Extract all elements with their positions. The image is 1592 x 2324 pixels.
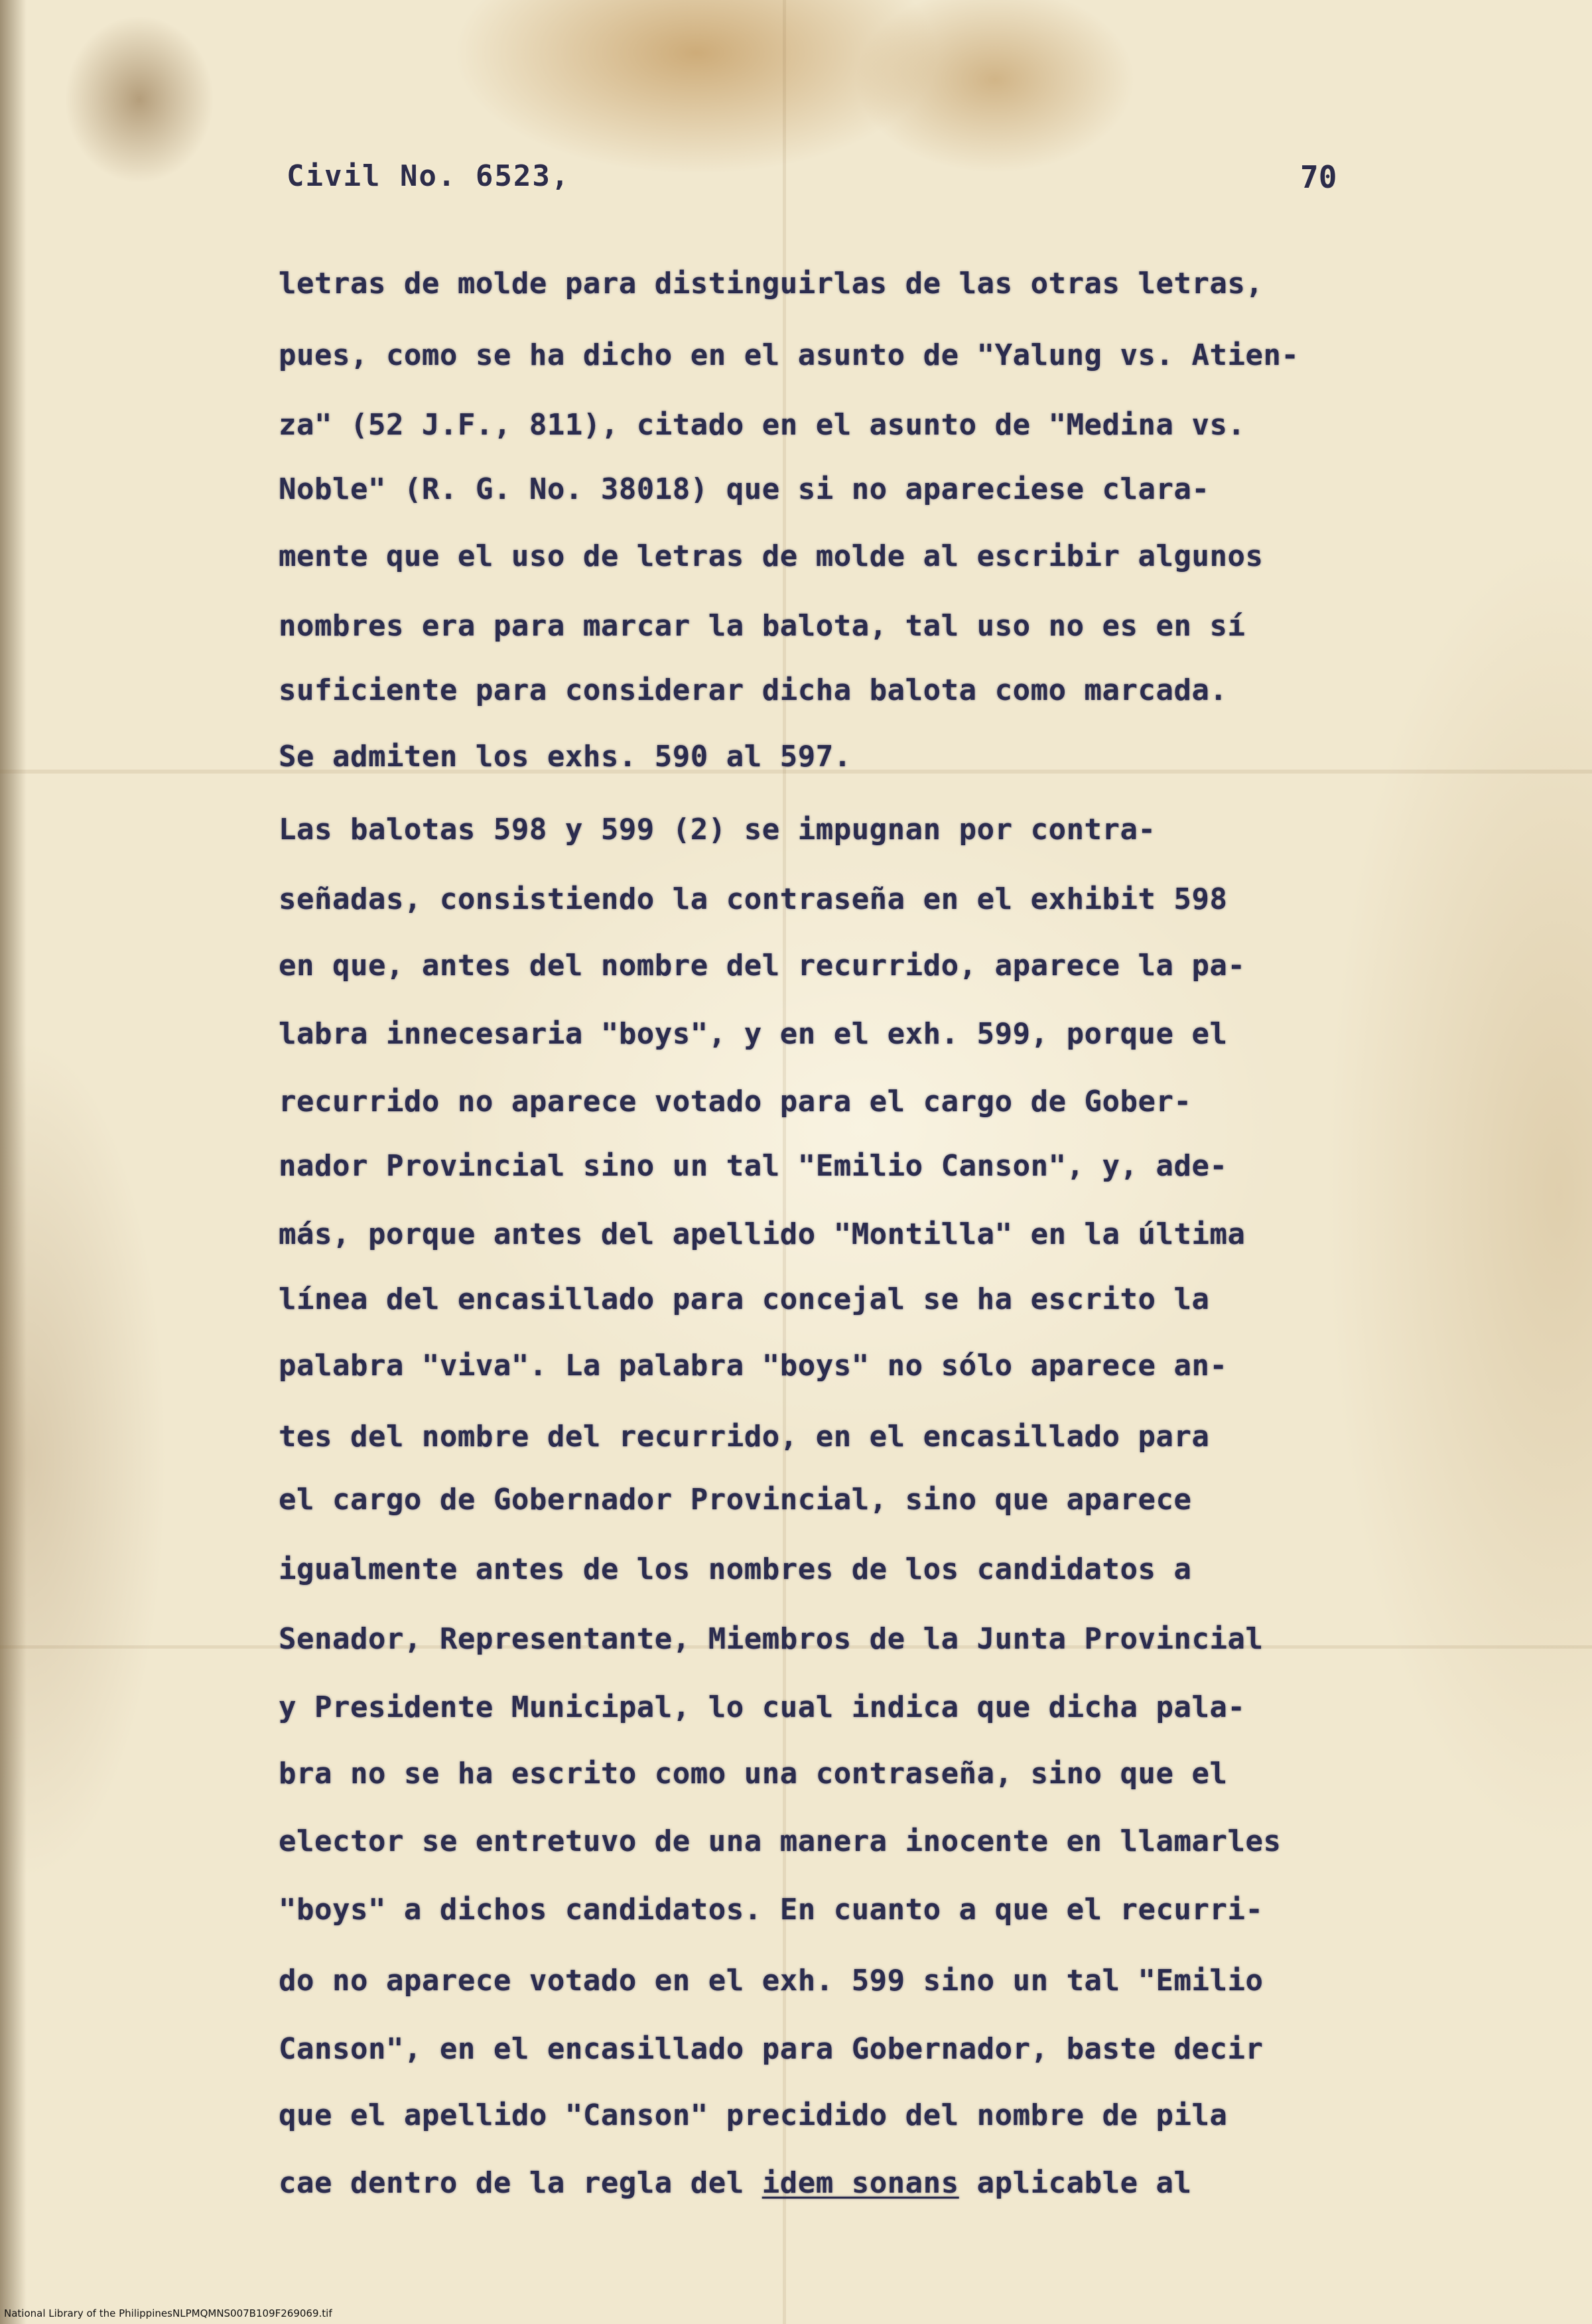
text-line: letras de molde para distinguirlas de las otras letras, [279,267,1264,301]
text-line: za" (52 J.F., 811), citado en el asunto de "Medina vs. [279,408,1246,442]
text-line: palabra "viva". La palabra "boys" no sólo aparece an- [279,1349,1228,1383]
footer-institution: National Library of the Philippines [4,2307,172,2319]
text-line: do no aparece votado en el exh. 599 sino un tal "Emilio [279,1964,1264,1998]
text-line: Se admiten los exhs. 590 al 597. [279,740,852,774]
text-line: mente que el uso de letras de molde al escribir algunos [279,539,1264,573]
text-line: igualmente antes de los nombres de los candidatos a [279,1552,1192,1586]
text-line: bra no se ha escrito como una contraseña, sino que el [279,1757,1228,1791]
text-line: elector se entretuvo de una manera inocente en llamarles [279,1824,1282,1858]
case-number: Civil No. 6523, [287,159,570,193]
text-line: tes del nombre del recurrido, en el encasillado para [279,1420,1210,1454]
underlined-term: idem sonans [762,2166,959,2200]
footer-file-id: NLPMQMNS007B109F269069.tif [172,2307,332,2319]
text-line: pues, como se ha dicho en el asunto de "Yalung vs. Atien- [279,338,1299,372]
text-line: nador Provincial sino un tal "Emilio Canson", y, ade- [279,1149,1228,1183]
text-line: en que, antes del nombre del recurrido, aparece la pa- [279,949,1246,983]
text-line: "boys" a dichos candidatos. En cuanto a que el recurri- [279,1893,1264,1927]
text-line-last [279,2166,1192,2200]
text-segment: aplicable al [959,2166,1192,2200]
text-line: suficiente para considerar dicha balota como marcada. [279,673,1228,707]
text-line: que el apellido "Canson" precidido del nombre de pila [279,2098,1228,2132]
text-line: señadas, consistiendo la contraseña en el exhibit 598 [279,882,1228,916]
text-line: labra innecesaria "boys", y en el exh. 599, porque el [279,1017,1228,1051]
text-line: más, porque antes del apellido "Montilla" en la última [279,1217,1246,1251]
text-line: recurrido no aparece votado para el cargo de Gober- [279,1085,1192,1119]
text-line: y Presidente Municipal, lo cual indica que dicha pala- [279,1690,1246,1724]
text-line: Senador, Representante, Miembros de la Junta Provincial [279,1622,1264,1656]
text-line: Las balotas 598 y 599 (2) se impugnan por contra- [279,813,1156,847]
text-line: Noble" (R. G. No. 38018) que si no apareciese clara- [279,472,1210,506]
text-line: Canson", en el encasillado para Gobernador, baste decir [279,2032,1264,2066]
text-line: nombres era para marcar la balota, tal uso no es en sí [279,609,1246,643]
text-line: el cargo de Gobernador Provincial, sino que aparece [279,1483,1192,1517]
text-line: línea del encasillado para concejal se ha escrito la [279,1282,1210,1316]
text-segment: cae dentro de la regla del [279,2166,762,2200]
page-number: 70 [1300,159,1337,195]
